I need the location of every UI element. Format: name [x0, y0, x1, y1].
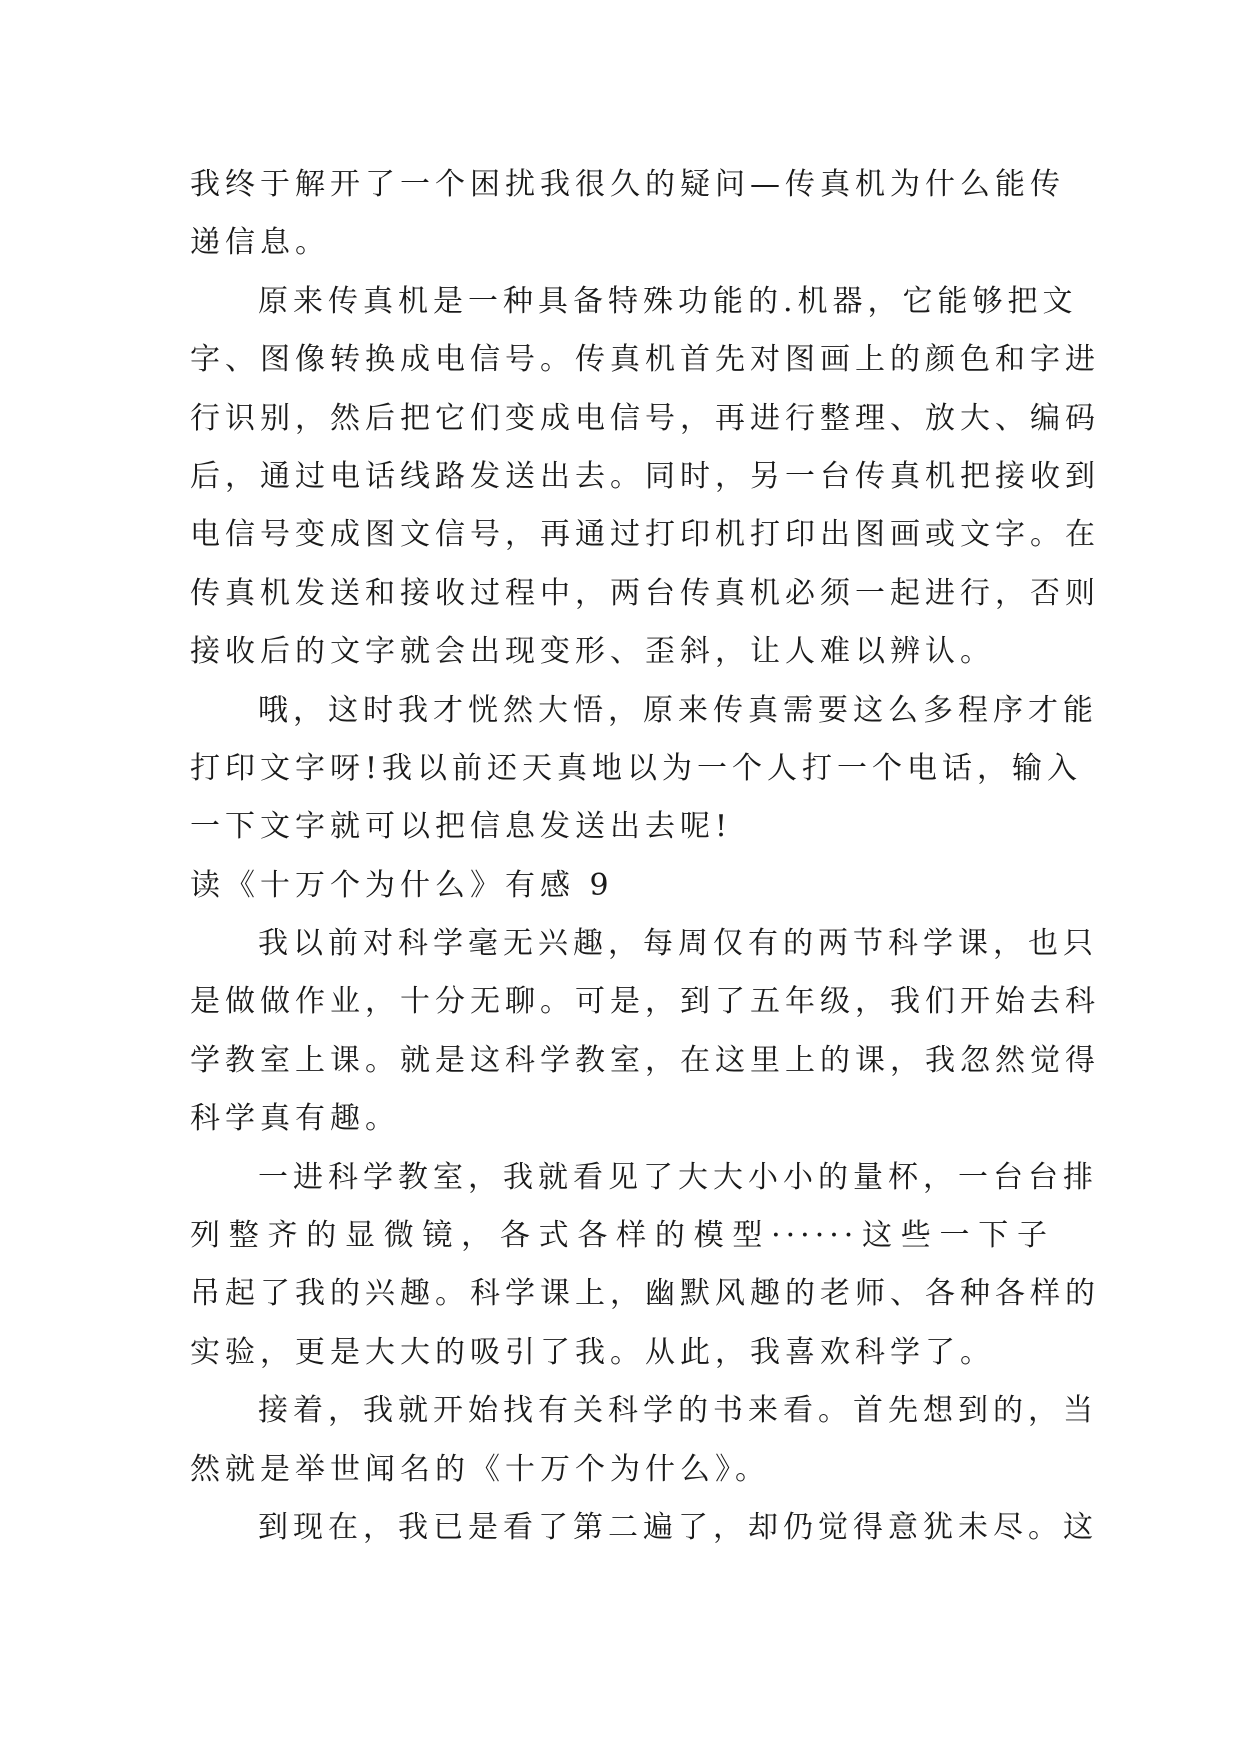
- text-line: 字、图像转换成电信号。传真机首先对图画上的颜色和字进: [190, 342, 1100, 378]
- paragraph-start-line: 一进科学教室，我就看见了大大小小的量杯，一台台排: [258, 1159, 1098, 1195]
- text-line: 学教室上课。就是这科学教室，在这里上的课，我忽然觉得: [190, 1042, 1100, 1078]
- text-line: 打印文字呀!我以前还天真地以为一个人打一个电话，输入: [190, 750, 1083, 786]
- text-line: 是做做作业，十分无聊。可是，到了五年级，我们开始去科: [190, 984, 1100, 1020]
- text-line: 行识别，然后把它们变成电信号，再进行整理、放大、编码: [190, 400, 1100, 436]
- document-body: [190, 156, 1100, 1557]
- text-line: 传真机发送和接收过程中，两台传真机必须一起进行，否则: [190, 575, 1100, 611]
- paragraph-start-line: 我以前对科学毫无兴趣，每周仅有的两节科学课，也只: [258, 926, 1098, 962]
- text-line: 电信号变成图文信号，再通过打印机打印出图画或文字。在: [190, 517, 1100, 553]
- text-line: 吊起了我的兴趣。科学课上，幽默风趣的老师、各种各样的: [190, 1276, 1100, 1312]
- text-line: 后，通过电话线路发送出去。同时，另一台传真机把接收到: [190, 458, 1100, 494]
- section-heading: 读《十万个为什么》有感 9: [190, 867, 614, 903]
- paragraph-start-line: 接着，我就开始找有关科学的书来看。首先想到的，当: [258, 1393, 1098, 1429]
- text-line: 一下文字就可以把信息发送出去呢!: [190, 809, 733, 845]
- text-line: 接收后的文字就会出现变形、歪斜，让人难以辨认。: [190, 634, 995, 670]
- text-line: 列整齐的显微镜，各式各样的模型······这些一下子: [190, 1218, 1052, 1254]
- paragraph-start-line: 哦，这时我才恍然大悟，原来传真需要这么多程序才能: [258, 692, 1098, 728]
- text-line: 递信息。: [190, 225, 330, 261]
- text-line: 实验，更是大大的吸引了我。从此，我喜欢科学了。: [190, 1334, 995, 1370]
- text-line: 然就是举世闻名的《十万个为什么》。: [190, 1451, 770, 1487]
- text-line: 我终于解开了一个困扰我很久的疑问—传真机为什么能传: [190, 167, 1065, 202]
- paragraph-start-line: 原来传真机是一种具备特殊功能的.机器，它能够把文: [258, 283, 1078, 319]
- paragraph-start-line: 到现在，我已是看了第二遍了，却仍觉得意犹未尽。这: [258, 1509, 1098, 1545]
- text-line: 科学真有趣。: [190, 1101, 400, 1137]
